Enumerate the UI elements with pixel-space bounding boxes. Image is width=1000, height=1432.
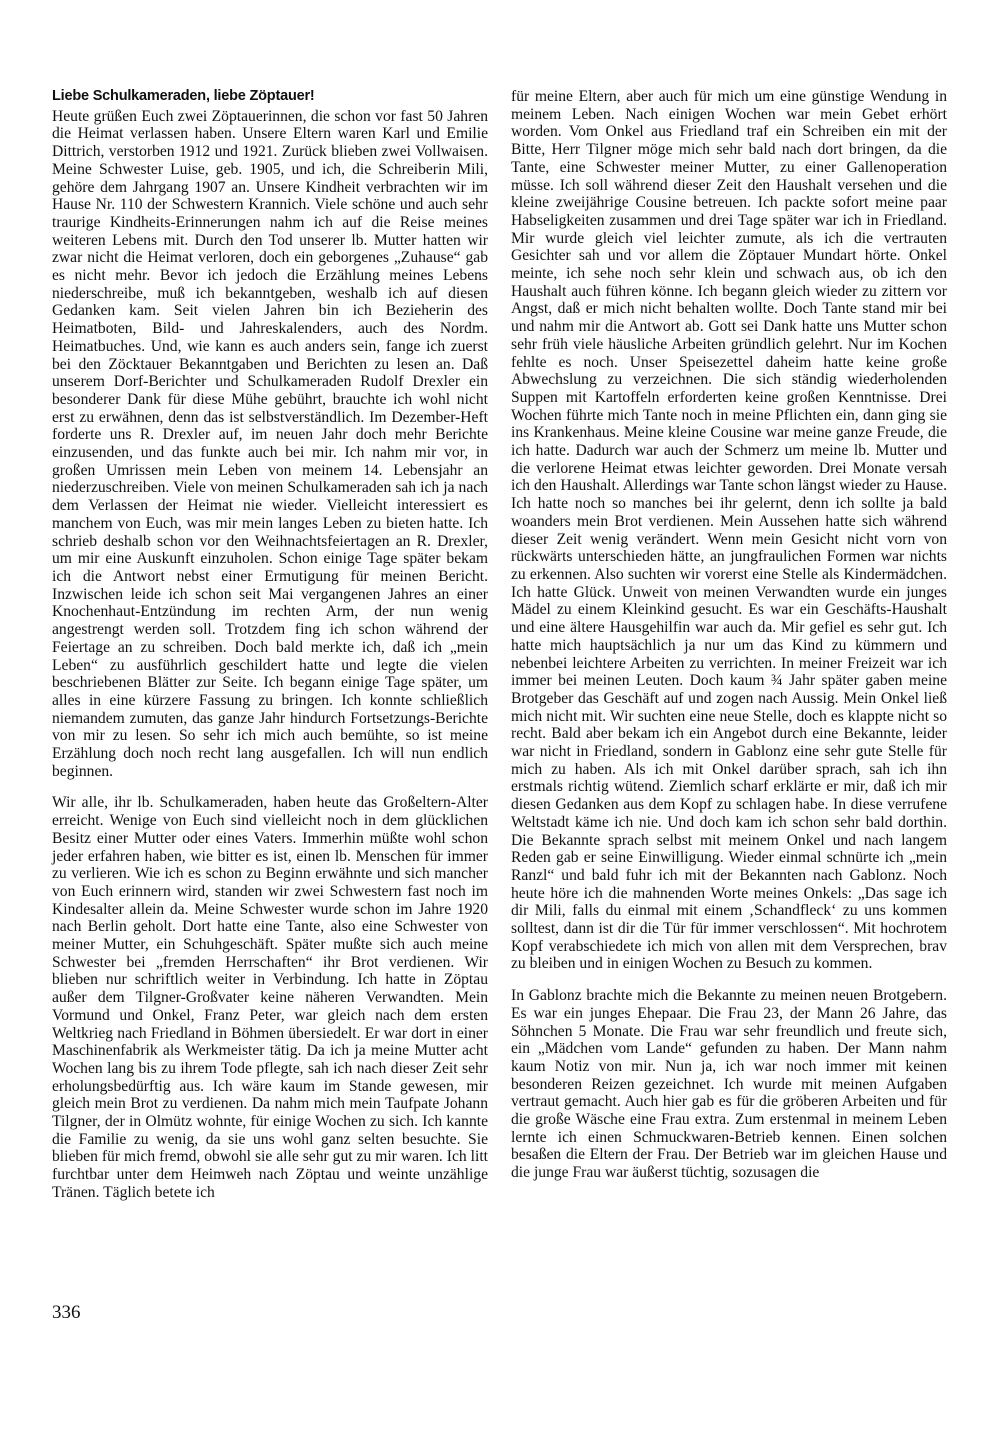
paragraph-text: Heute grüßen Euch zwei Zöptauerinnen, die schon vor fast 50 Jahren die Heimat verlassen haben. Unsere Eltern waren Karl und Emilie Dittrich, verstorben 1912 und 1921. Zurück blieben zwei Vollwaisen. Meine Schwester Luise, geb. 1905, und ich, die Schreiberin Mili, gehöre dem Jahrgang 1907 an. Unsere Kindheit verbrachten wir im Hause Nr. 110 der Schwestern Krannich. Viele schöne und auch sehr traurige Kindheits-Erinnerungen nahm ich auf die Reise meines weiteren Lebens mit. Durch den Tod unserer lb. Mutter hatten wir zwar nicht die Heimat verloren, doch ein geborgenes „Zuhause“ gab es nicht mehr. Bevor ich jedoch die Erzählung meines Lebens niederschreibe, muß ich bekanntgeben, weshalb ich auf diesen Gedanken kam. Seit vielen Jahren bin ich Bezieherin des Heimatboten, Bild- und Jahreskalenders, auch des Nordm. Heimatbuches. Und, wie kann es auch anders sein, fange ich zuerst bei den Zöcktauer Bekanntgaben und Berichten zu lesen an. Daß unserem Dorf-Berichter und Schulkameraden Rudolf Drexler ein besonderer Dank für diese Mühe gebührt, brauchte ich wohl nicht erst zu erwähnen, denn das ist selbstverständlich. Im Dezember-Heft forderte uns R. Drexler auf, im neuen Jahr doch mehr Berichte einzusenden, und das funkte auch bei mir. Ich nahm mir vor, in großen Umrissen mein Leben von meinem 14. Lebensjahr an niederzuschreiben. Viele von meinen Schulkameraden sah ich ja nach dem Verlassen der Heimat nie wieder. Vielleicht interessiert es manchem von Euch, was mir mein langes Leben zu bieten hatte. Ich schrieb deshalb schon vor den Weihnachtsfeiertagen an R. Drexler, um mir eine Auskunft einzuholen. Schon einige Tage später bekam ich die Antwort nebst einer Ermutigung für meinen Bericht. Inzwischen leide ich schon seit Mai vergangenen Jahres an einer Knochenhaut-Entzündung im rechten Arm, der nun wenig angestrengt werden soll. Trotzdem fing ich schon während der Feiertage an zu schreiben. Doch bald merkte ich, daß ich „mein Leben“ zu ausführlich geschildert hatte und legte die vielen beschriebenen Blätter zur Seite. Ich begann einige Tage später, um alles in eine kürzere Fassung zu bringen. Ich konnte schließlich niemandem zumuten, das ganze Jahr hindurch Fortsetzungs-Berichte von mir zu lesen. So sehr ich mich auch bemühte, so ist meine Erzählung doch noch recht lang ausgefallen. Ich will nun endlich beginnen. (52, 107, 488, 780)
article-heading: Liebe Schulkameraden, liebe Zöptauer! (52, 88, 315, 104)
page-number: 336 (52, 1302, 81, 1323)
left-column (52, 88, 488, 1202)
paragraph: In Gablonz brachte mich die Bekannte zu meinen neuen Brotgebern. Es war ein junges Ehepaar. Die Frau 23, der Mann 26 Jahre, das Söhnchen 5 Monate. Die Frau war sehr freundlich und freute sich, ein „Mädchen vom Lande“ gefunden zu haben. Der Mann nahm kaum Notiz von mir. Nun ja, ich war noch immer mit keinen besonderen Reizen gezeichnet. Ich wurde mit meinen Aufgaben vertraut gemacht. Auch hier gab es für die gröberen Arbeiten und für die große Wäsche eine Frau extra. Zum erstenmal in meinem Leben lernte ich einen Schmuckwaren-Betrieb kennen. Einen solchen besaßen die Eltern der Frau. Der Betrieb war im gleichen Hause und die junge Frau war äußerst tüchtig, sozusagen die (511, 987, 947, 1182)
right-column (511, 88, 947, 1182)
paragraph: für meine Eltern, aber auch für mich um eine günstige Wendung in meinem Leben. Nach einigen Wochen war mein Gebet erhört worden. Vom Onkel aus Friedland traf ein Schreiben ein mit der Bitte, Herr Tilgner möge mich sehr bald nach dort bringen, da die Tante, eine Schwester meiner Mutter, zu einer Gallenoperation müsse. Ich soll während dieser Zeit den Haushalt versehen und die kleine zweijährige Cousine betreuen. Ich packte sofort meine paar Habseligkeiten zusammen und drei Tage später war ich in Friedland. Mir wurde gleich viel leichter zumute, als ich die vertrauten Gesichter sah und vor allem die Zöptauer Mundart hörte. Onkel meinte, ich sehe noch sehr klein und schwach aus, ob ich den Haushalt auch führen könne. Ich begann gleich wieder zu zittern vor Angst, daß er mich nicht behalten wollte. Doch Tante stand mir bei und nahm mir die Antwort ab. Gott sei Dank hatte uns Mutter schon sehr früh viele häusliche Arbeiten gründlich gelehrt. Nur im Kochen fehlte es noch. Unser Speisezettel daheim hatte keine große Abwechslung zu verzeichnen. Die sich ständig wiederholenden Suppen mit Kartoffeln erforderten keine großen Kenntnisse. Drei Wochen führte mich Tante noch in meine Pflichten ein, dann ging sie ins Krankenhaus. Meine kleine Cousine war meine ganze Freude, die ich hatte. Dadurch war auch der Schmerz um meine lb. Mutter und die verlorene Heimat etwas leichter geworden. Drei Monate versah ich den Haushalt. Allerdings war Tante schon längst wieder zu Hause. Ich hatte noch so manches bei ihr gelernt, denn ich sollte ja bald woanders mein Brot verdienen. Mein Aussehen hatte sich während dieser Zeit wenig verändert. Wenn mein Gesicht nicht vorn von rückwärts unterschieden hätte, an jungfraulichen Formen war nichts zu erkennen. Also suchten wir vorerst eine Stelle als Kindermädchen. Ich hatte Glück. Unweit von meinen Verwandten wurde ein junges Mädel zu einem Kleinkind gesucht. Es war ein Geschäfts-Haushalt und eine ältere Hausgehilfin war auch da. Mir gefiel es sehr gut. Ich hatte mich hauptsächlich ja nur um das Kind zu kümmern und nebenbei leichtere Arbeiten zu verrichten. In meiner Freizeit war ich immer bei meinen Leuten. Doch kaum ¾ Jahr später gaben meine Brotgeber das Geschäft auf und zogen nach Aussig. Mein Onkel ließ mich nicht mit. Wir suchten eine neue Stelle, doch es klappte nicht so recht. Bald aber bekam ich ein Angebot durch eine Bekannte, leider war nicht in Friedland, sondern in Gablonz eine sehr gute Stelle für mich zu haben. Als ich mit Onkel darüber sprach, sah ich ihn erstmals richtig wütend. Ziemlich scharf erklärte er mir, daß ich mir diesen Gedanken aus dem Kopf zu schlagen habe. In diese verrufene Weltstadt käme ich nie. Und doch kam ich schon sehr bald dorthin. Die Bekannte sprach selbst mit meinem Onkel und nach langem Reden gab er seine Einwilligung. Wieder einmal schnürte ich „mein Ranzl“ und bald fuhr ich mit der Bekannten nach Gablonz. Noch heute höre ich die mahnenden Worte meines Onkels: „Das sage ich dir Mili, falls du einmal mit einem ‚Schandfleck‘ zu uns kommen solltest, dann ist dir die Tür für immer verschlossen“. Mit hochrotem Kopf verabschiedete ich mich von allen mit dem Versprechen, brav zu bleiben und in einigen Wochen zu Besuch zu kommen. (511, 88, 947, 973)
paragraph (52, 88, 488, 780)
paragraph: Wir alle, ihr lb. Schulkameraden, haben heute das Großeltern-Alter erreicht. Wenige von Euch sind vielleicht noch in dem glücklichen Besitz einer Mutter oder eines Vaters. Immerhin müßte wohl schon jeder erfahren haben, wie bitter es ist, einen lb. Menschen für immer zu verlieren. Wie ich es schon zu Beginn erwähnte und sich mancher von Euch erinnern wird, standen wir zwei Schwestern fast noch im Kindesalter allein da. Meine Schwester wurde schon im Jahre 1920 nach Berlin geholt. Dort hatte eine Tante, also eine Schwester von meiner Mutter, ein Schuhgeschäft. Später mußte sich auch meine Schwester bei „fremden Herrschaften“ ihr Brot verdienen. Wir blieben nur schriftlich weiter in Verbindung. Ich hatte in Zöptau außer dem Tilgner-Großvater keine näheren Verwandten. Mein Vormund und Onkel, Franz Peter, war gleich nach dem ersten Weltkrieg nach Friedland in Böhmen übersiedelt. Er war dort in einer Maschinenfabrik als Werkmeister tätig. Da ich ja meine Mutter acht Wochen lang bis zu ihrem Tode pflegte, sah ich nach dieser Zeit sehr erholungsbedürftig aus. Ich wäre kaum im Stande gewesen, mir gleich mein Brot zu verdienen. Da nahm mich mein Taufpate Johann Tilgner, der in Olmütz wohnte, für einige Wochen zu sich. Ich kannte die Familie zu wenig, da sie uns wohl ganz selten besuchte. Sie blieben für mich fremd, obwohl sie alle sehr gut zu mir waren. Ich litt furchtbar unter dem Heimweh nach Zöptau und weinte unzählige Tränen. Täglich betete ich (52, 794, 488, 1201)
